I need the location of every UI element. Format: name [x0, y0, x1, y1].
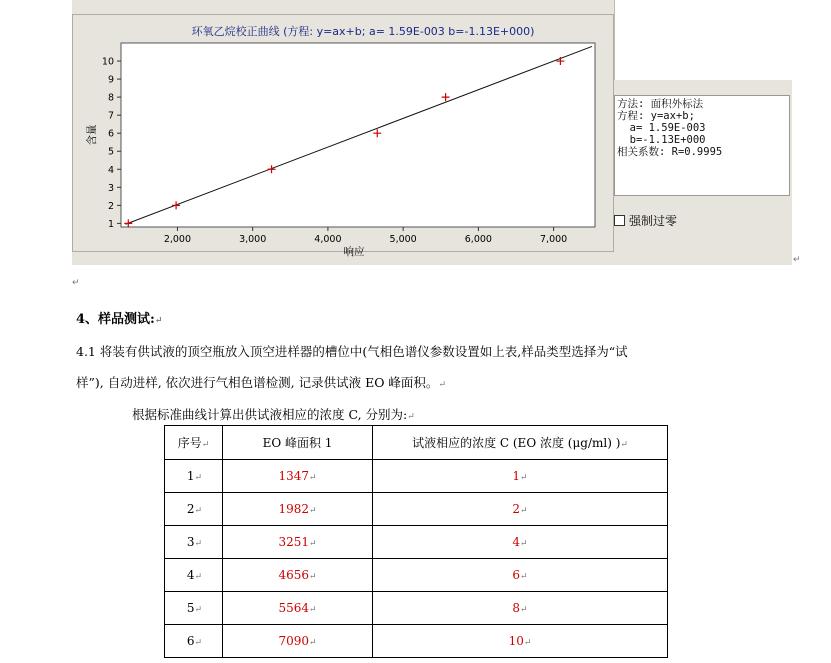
chart-panel: [72, 14, 614, 258]
peak-area-cell: 5564↵: [223, 592, 373, 625]
x-tick-label: 4,000: [314, 234, 342, 245]
table-row: [165, 559, 668, 592]
y-tick-label: 5: [107, 146, 114, 158]
y-tick-label: 9: [107, 74, 114, 86]
y-tick-label: 7: [107, 110, 114, 122]
row-number-cell: 1↵: [165, 460, 223, 493]
y-axis-label: 含量: [86, 124, 98, 146]
force-zero-checkbox[interactable]: [614, 215, 625, 226]
section-title: 4、样品测试:↵: [76, 312, 163, 327]
info-r: 相关系数: R=0.9995: [617, 146, 723, 158]
table-header-row: [165, 426, 668, 460]
row-number-cell: 6↵: [165, 625, 223, 658]
paragraph-1: 4.1 将装有供试液的顶空瓶放入顶空进样器的槽位中(气相色谱仪参数设置如上表,样品类型选择为“试: [76, 344, 628, 359]
peak-area-cell: 3251↵: [223, 526, 373, 559]
calibration-chart: [73, 15, 613, 258]
header-cell: EO 峰面积 1: [223, 426, 373, 460]
y-tick-label: 10: [101, 56, 114, 68]
info-method: 方法: 面积外标法: [617, 98, 704, 110]
y-tick-label: 1: [107, 218, 114, 230]
info-a: a= 1.59E-003: [617, 122, 706, 134]
header-cell: 序号↵: [165, 426, 223, 460]
return-mark: ↵: [793, 255, 801, 265]
info-header-area: [614, 0, 793, 80]
table-row: [165, 526, 668, 559]
y-tick-label: 2: [107, 200, 114, 212]
results-table: [164, 425, 668, 658]
table-row: [165, 592, 668, 625]
concentration-cell: 8↵: [373, 592, 668, 625]
row-number-cell: 3↵: [165, 526, 223, 559]
y-tick-label: 8: [107, 92, 114, 104]
peak-area-cell: 1982↵: [223, 493, 373, 526]
row-number-cell: 2↵: [165, 493, 223, 526]
table-row: [165, 460, 668, 493]
table-row: [165, 493, 668, 526]
x-axis-label: 响应: [343, 246, 365, 258]
peak-area-cell: 7090↵: [223, 625, 373, 658]
y-tick-label: 3: [107, 182, 114, 194]
peak-area-cell: 1347↵: [223, 460, 373, 493]
paragraph-3: 根据标准曲线计算出供试液相应的浓度 C, 分别为:↵: [132, 407, 415, 422]
x-tick-label: 5,000: [389, 234, 417, 245]
concentration-cell: 10↵: [373, 625, 668, 658]
embedded-chart-object: [72, 0, 792, 265]
info-equation: 方程: y=ax+b;: [617, 110, 695, 122]
x-tick-label: 3,000: [239, 234, 267, 245]
x-tick-label: 7,000: [540, 234, 568, 245]
header-cell: 试液相应的浓度 C (EO 浓度 (μg/ml) )↵: [373, 426, 668, 460]
x-tick-label: 6,000: [464, 234, 492, 245]
force-zero-label: 强制过零: [629, 214, 678, 228]
plot-area: [121, 43, 595, 227]
chart-title: 环氧乙烷校正曲线 (方程: y=ax+b; a= 1.59E-003 b=-1.13E+000): [191, 25, 535, 38]
return-mark: ↵: [72, 278, 80, 288]
paragraph-2: 样”), 自动进样, 依次进行气相色谱检测, 记录供试液 EO 峰面积。↵: [76, 375, 446, 390]
table-row: [165, 625, 668, 658]
row-number-cell: 4↵: [165, 559, 223, 592]
y-tick-label: 6: [107, 128, 114, 140]
concentration-cell: 4↵: [373, 526, 668, 559]
force-zero-option[interactable]: [614, 212, 677, 229]
x-tick-label: 2,000: [163, 234, 192, 245]
row-number-cell: 5↵: [165, 592, 223, 625]
peak-area-cell: 4656↵: [223, 559, 373, 592]
concentration-cell: 1↵: [373, 460, 668, 493]
fit-info-box: [614, 95, 790, 196]
y-tick-label: 4: [107, 164, 114, 176]
info-b: b=-1.13E+000: [617, 134, 706, 146]
concentration-cell: 2↵: [373, 493, 668, 526]
concentration-cell: 6↵: [373, 559, 668, 592]
